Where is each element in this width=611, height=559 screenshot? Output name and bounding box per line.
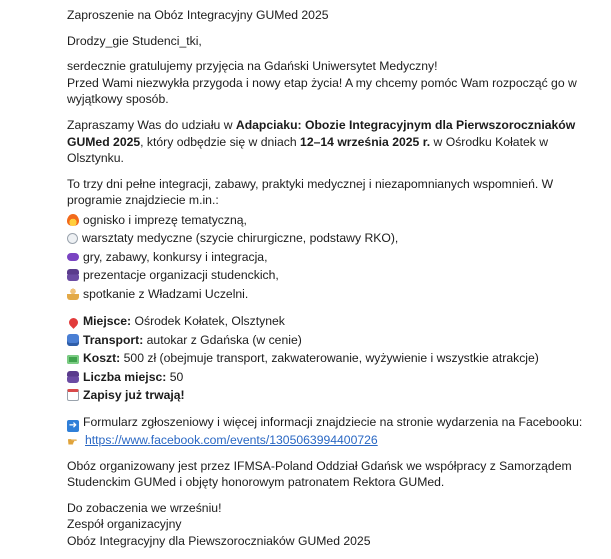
- event-dates: 12–14 września 2025 r.: [300, 134, 431, 149]
- list-item: warsztaty medyczne (szycie chirurgiczne, podstawy RKO),: [67, 229, 597, 248]
- list-item: ognisko i imprezę tematyczną,: [67, 211, 597, 230]
- detail-signup: Zapisy już trwają!: [67, 386, 597, 405]
- game-icon: [67, 253, 79, 261]
- program-intro: To trzy dni pełne integracji, zabawy, praktyki medycznej i niezapomnianych wspomnień. W programie znajdziecie m.in.:: [67, 176, 554, 208]
- detail-place: Miejsce: Ośrodek Kołatek, Olsztynek: [67, 312, 597, 331]
- list-item: gry, zabawy, konkursy i integracja,: [67, 248, 597, 267]
- details-list: [67, 312, 597, 405]
- pointing-hand-icon: ☛: [67, 434, 78, 449]
- event-name: Adapciaku: Obozie Integracyjnym dla Pierwszoroczniaków: [235, 117, 576, 132]
- closing-paragraph: Do zobaczenia we wrześniu! Zespół organizacyjny Obóz Integracyjny dla Piewszoroczniaków GUMed 2025: [67, 500, 371, 548]
- invite-paragraph: Zapraszamy Was do udziału w Adapciaku: Obozie Integracyjnym dla Pierwszoroczniaków GUMed 2025, który odbędzie się w dniach 12–14 września 2025 r. w Ośrodku Kołatek w Olsztynku.: [67, 117, 576, 166]
- people-icon: [67, 269, 79, 281]
- email-subject: Zaproszenie na Obóz Integracyjny GUMed 2025: [67, 8, 329, 22]
- stethoscope-icon: [67, 233, 78, 244]
- detail-cost: Koszt: 500 zł (obejmuje transport, zakwaterowanie, wyżywienie i wszystkie atrakcje): [67, 349, 597, 368]
- calendar-icon: [67, 389, 79, 401]
- detail-transport: Transport: autokar z Gdańska (w cenie): [67, 331, 597, 350]
- organizer-paragraph: Obóz organizowany jest przez IFMSA-Poland Oddział Gdańsk we współpracy z Samorządem Studenckim GUMed i objęty honorowym patronatem Rektora GUMed.: [67, 458, 572, 490]
- bus-icon: [67, 334, 79, 346]
- list-item: prezentacje organizacji studenckich,: [67, 266, 597, 285]
- facebook-event-link[interactable]: https://www.facebook.com/events/1305063994400726: [85, 432, 378, 447]
- email-body: [67, 7, 597, 559]
- people-icon: [67, 371, 79, 383]
- money-icon: [67, 355, 79, 364]
- intro-paragraph: serdecznie gratulujemy przyjęcia na Gdański Uniwersytet Medyczny! Przed Wami niezwykła przygoda i nowy etap życia! A my chcemy pomóc Wam rozpocząć go w wyjątkowy sposób.: [67, 59, 577, 107]
- program-list: [67, 211, 597, 304]
- form-paragraph: ➜ Formularz zgłoszeniowy i więcej informacji znajdziecie na stronie wydarzenia na Facebooku: ☛ https://www.facebook.com/events/1305063994400726: [67, 414, 583, 449]
- greeting: Drodzy_gie Studenci_tki,: [67, 33, 202, 48]
- list-item: spotkanie z Władzami Uczelni.: [67, 285, 597, 304]
- detail-seats: Liczba miejsc: 50: [67, 368, 597, 387]
- fire-icon: [67, 214, 79, 226]
- person-icon: [67, 288, 79, 300]
- arrow-right-icon: ➜: [68, 419, 78, 431]
- pin-icon: [67, 317, 80, 330]
